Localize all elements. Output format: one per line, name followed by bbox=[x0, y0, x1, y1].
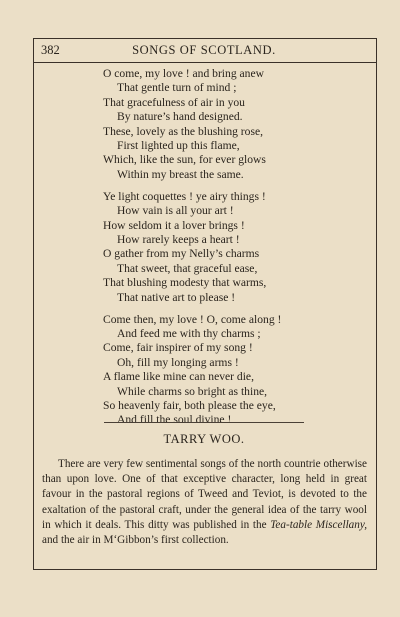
section-divider bbox=[104, 422, 304, 423]
poem-line: And fill the soul divine ! bbox=[117, 413, 232, 427]
running-title: SONGS OF SCOTLAND. bbox=[132, 43, 276, 57]
paragraph-text: There are very few sentimental songs of the north countrie otherwise than upon love. One of that exceptive character, long held in great favour in the pastoral regions of Tweed and Teviot, is devoted to the exaltation of the pastoral craft, under the general idea of the tarry wool in which it deals. This ditty was published in the bbox=[42, 458, 367, 531]
poem-line: O gather from my Nelly’s charms bbox=[103, 247, 260, 261]
poem-line: While charms so bright as thine, bbox=[117, 384, 268, 398]
poem-line: By nature’s hand designed. bbox=[117, 110, 243, 124]
poem-line: Ye light coquettes ! ye airy things ! bbox=[103, 189, 266, 203]
poem-line: Which, like the sun, for ever glows bbox=[103, 153, 266, 167]
paragraph-text-end: and the air in M‘Gibbon’s first collection. bbox=[42, 534, 229, 547]
poem-line: That native art to please ! bbox=[117, 290, 236, 304]
header-rule bbox=[33, 62, 377, 63]
poem-line: Come then, my love ! O, come along ! bbox=[103, 312, 282, 326]
poem-line: How vain is all your art ! bbox=[117, 204, 234, 218]
section-title: TARRY WOO. bbox=[163, 432, 245, 446]
poem-line: Oh, fill my longing arms ! bbox=[117, 355, 239, 369]
poem bbox=[103, 67, 363, 435]
running-header bbox=[33, 43, 375, 61]
stanza bbox=[103, 67, 363, 182]
poem-line: A flame like mine can never die, bbox=[103, 370, 254, 384]
page-number: 382 bbox=[41, 43, 60, 57]
poem-line: That gracefulness of air in you bbox=[103, 95, 245, 109]
poem-line: That sweet, that graceful ease, bbox=[117, 261, 258, 275]
poem-line: So heavenly fair, both please the eye, bbox=[103, 398, 276, 412]
poem-line: And feed me with thy charms ; bbox=[117, 326, 261, 340]
poem-line: How seldom it a lover brings ! bbox=[103, 218, 245, 232]
poem-line: Come, fair inspirer of my song ! bbox=[103, 341, 253, 355]
poem-line: That blushing modesty that warms, bbox=[103, 276, 267, 290]
poem-line: These, lovely as the blushing rose, bbox=[103, 124, 264, 138]
stanza bbox=[103, 313, 363, 428]
italic-book-title: Tea-table Miscellany, bbox=[270, 518, 368, 531]
poem-line: Within my breast the same. bbox=[117, 167, 244, 181]
stanza bbox=[103, 190, 363, 305]
poem-line: How rarely keeps a heart ! bbox=[117, 232, 240, 246]
poem-line: First lighted up this flame, bbox=[117, 139, 240, 153]
commentary-paragraph bbox=[42, 457, 367, 548]
poem-line: That gentle turn of mind ; bbox=[117, 81, 237, 95]
poem-line: O come, my love ! and bring anew bbox=[103, 67, 264, 80]
